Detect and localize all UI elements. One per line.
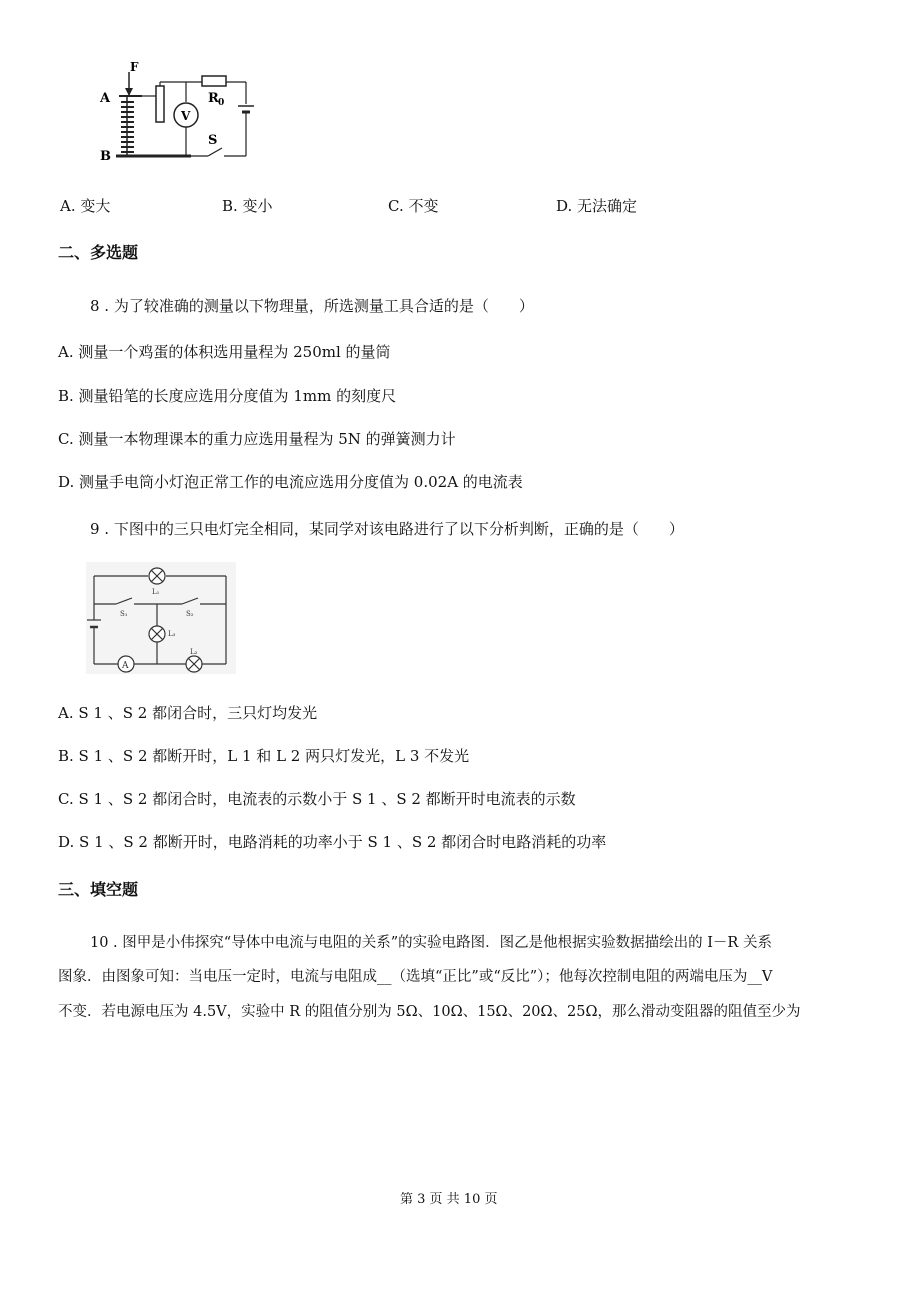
q9-option-d: D. S 1 、S 2 都断开时，电路消耗的功率小于 S 1 、S 2 都闭合时电路消耗的功率 [58,833,607,851]
q8-stem: 8 . 为了较准确的测量以下物理量，所选测量工具合适的是（ ） [90,297,534,315]
q7-circuit-figure [96,60,256,164]
q9-option-c: C. S 1 、S 2 都闭合时，电流表的示数小于 S 1 、S 2 都断开时电流表的示数 [58,790,576,808]
page-footer: 第 3 页 共 10 页 [400,1192,498,1207]
label-R0-subscript: 0 [218,98,225,108]
q9-stem: 9 . 下图中的三只电灯完全相同，某同学对该电路进行了以下分析判断，正确的是（ ） [90,520,684,538]
label-S1: S₁ [120,610,128,618]
q9-option-b: B. S 1 、S 2 都断开时，L 1 和 L 2 两只灯发光，L 3 不发光 [58,747,470,765]
label-L1: L₁ [152,588,160,596]
q9-option-a: A. S 1 、S 2 都闭合时，三只灯均发光 [58,704,318,722]
q10-line-3: 不变．若电源电压为 4.5V，实验中 R 的阻值分别为 5Ω、10Ω、15Ω、20Ω、25Ω，那么滑动变阻器的阻值至少为 [58,1004,801,1020]
label-L3: L₃ [168,630,176,638]
label-L2: L₂ [190,648,198,656]
label-S: S [208,133,218,148]
q7-option-d: D. 无法确定 [556,197,638,215]
q7-option-a: A. 变大 [60,197,111,215]
section-2-title: 二、多选题 [58,243,139,262]
q8-option-c: C. 测量一本物理课本的重力应选用量程为 5N 的弹簧测力计 [58,430,456,448]
q7-option-b: B. 变小 [222,197,273,215]
q7-option-c: C. 不变 [388,197,439,215]
label-B: B [100,149,111,164]
q10-line-2: 图象．由图象可知：当电压一定时，电流与电阻成__（选填“正比”或“反比”）；他每次控制电阻的两端电压为__V [58,969,773,985]
label-R0: R [208,91,219,106]
q8-option-d: D. 测量手电筒小灯泡正常工作的电流应选用分度值为 0.02A 的电流表 [58,473,523,491]
section-3-title: 三、填空题 [58,880,139,899]
q8-option-b: B. 测量铅笔的长度应选用分度值为 1mm 的刻度尺 [58,387,397,405]
label-S2: S₂ [186,610,194,618]
label-V: V [181,109,191,123]
label-F: F [130,60,139,74]
q9-circuit-figure [86,562,236,674]
q10-line-1: 10 . 图甲是小伟探究“导体中电流与电阻的关系”的实验电路图．图乙是他根据实验数据描绘出的 I－R 关系 [90,935,772,951]
q8-option-a: A. 测量一个鸡蛋的体积选用量程为 250ml 的量筒 [58,343,391,361]
label-A: A [100,91,111,106]
label-ammeter: A [122,661,129,671]
